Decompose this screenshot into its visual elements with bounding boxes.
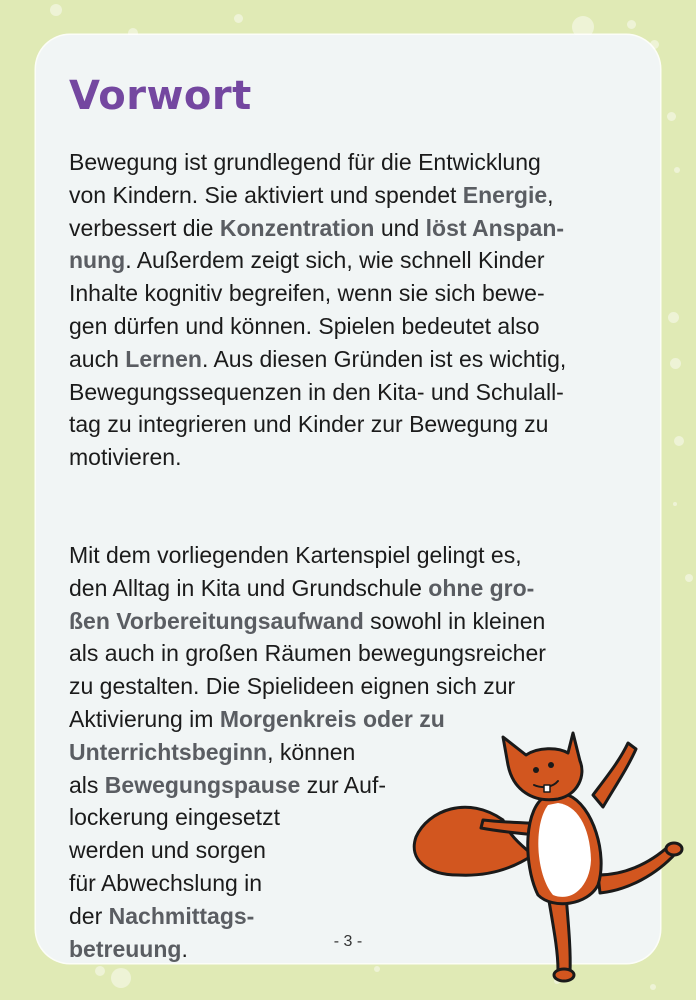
text-run: lockerung eingesetzt	[69, 804, 280, 831]
text-run: als auch in großen Räumen bewegungsreicher	[69, 640, 546, 667]
paragraph-intro	[69, 146, 566, 474]
text-run: Mit dem vorliegenden Kartenspiel gelingt es,	[69, 542, 522, 568]
highlighted-keyword: Lernen	[125, 345, 202, 372]
text-run: auch	[69, 345, 126, 372]
bubble-decoration	[234, 14, 243, 23]
highlighted-keyword: Morgenkreis oder zu	[219, 705, 445, 732]
bubble-decoration	[674, 436, 684, 446]
text-line	[69, 212, 566, 245]
text-run: , können	[267, 738, 356, 765]
bubble-decoration	[627, 20, 636, 29]
bubble-decoration	[667, 112, 676, 121]
bubble-decoration	[111, 968, 131, 988]
highlighted-keyword: Konzentration	[219, 214, 375, 241]
text-run: Bewegungssequenzen in den Kita- und Schulall-	[69, 378, 564, 405]
text-run: Aktivierung im	[69, 705, 220, 732]
content-card	[36, 35, 660, 963]
page-title: Vorwort	[69, 73, 252, 119]
highlighted-keyword: ohne gro-	[428, 574, 535, 601]
highlighted-keyword: Unterrichtsbeginn	[69, 738, 268, 765]
text-run: sowohl in kleinen	[363, 607, 546, 634]
text-run: tag zu integrieren und Kinder zur Bewegung zu	[69, 411, 549, 438]
text-run: gen dürfen und können. Spielen bedeutet also	[69, 312, 540, 339]
text-line	[69, 441, 566, 474]
text-line	[69, 244, 566, 277]
text-run: als	[69, 771, 105, 798]
text-run: . Außerdem zeigt sich, wie schnell Kinder	[125, 247, 545, 274]
highlighted-keyword: Energie	[462, 181, 548, 208]
text-line	[69, 277, 566, 310]
highlighted-keyword: nung	[69, 247, 126, 274]
text-run: der	[69, 902, 109, 929]
text-line	[69, 146, 566, 179]
bubble-decoration	[674, 167, 680, 173]
text-run: zur Auf-	[300, 771, 386, 798]
text-run: .	[181, 935, 188, 962]
text-line	[69, 605, 546, 638]
bubble-decoration	[95, 966, 105, 976]
bubble-decoration	[668, 312, 679, 323]
text-line	[69, 539, 546, 572]
text-run: von Kindern. Sie aktiviert und spendet	[69, 181, 463, 208]
text-line	[69, 343, 566, 376]
highlighted-keyword: ßen Vorbereitungsaufwand	[69, 607, 364, 634]
text-run: Inhalte kognitiv begreifen, wenn sie sich bewe-	[69, 280, 545, 307]
bubble-decoration	[685, 574, 693, 582]
text-run: zu gestalten. Die Spielideen eignen sich zur	[69, 673, 516, 700]
text-line	[69, 376, 566, 409]
text-run: ,	[547, 181, 554, 208]
text-line	[69, 670, 546, 703]
highlighted-keyword: löst Anspan-	[425, 214, 565, 241]
bubble-decoration	[50, 4, 62, 16]
text-run: für Abwechslung in	[69, 869, 263, 896]
bubble-decoration	[374, 966, 380, 972]
text-line	[69, 310, 566, 343]
text-run: motivieren.	[69, 444, 182, 471]
bubble-decoration	[670, 358, 681, 369]
text-line	[69, 637, 546, 670]
text-run: Bewegung ist grundlegend für die Entwicklung	[69, 149, 541, 175]
text-run: verbessert die	[69, 214, 220, 241]
page-number: - 3 -	[333, 933, 363, 950]
highlighted-keyword: Nachmittags-	[108, 902, 255, 929]
text-line	[69, 572, 546, 605]
text-run: . Aus diesen Gründen ist es wichtig,	[201, 345, 567, 372]
text-run: werden und sorgen	[69, 837, 266, 864]
highlighted-keyword: betreuung	[69, 935, 182, 962]
text-run: den Alltag in Kita und Grundschule	[69, 574, 429, 601]
bubble-decoration	[673, 502, 677, 506]
text-line	[69, 408, 566, 441]
text-run: und	[374, 214, 426, 241]
highlighted-keyword: Bewegungspause	[104, 771, 301, 798]
text-line	[69, 179, 566, 212]
